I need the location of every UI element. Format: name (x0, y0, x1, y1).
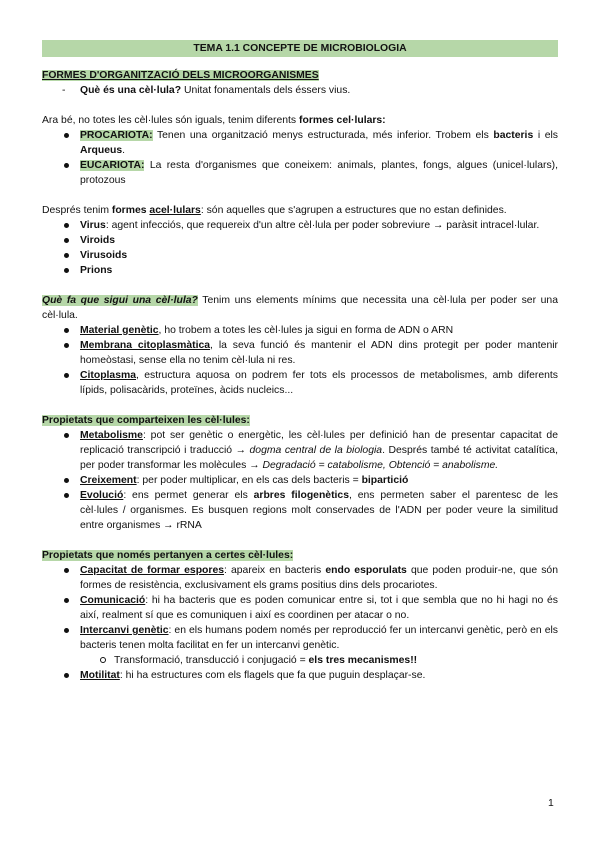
creixement-text: : per poder multiplicar, en els cas dels bacteris = (136, 475, 362, 486)
mecanismes-text: Transformació, transducció i conjugació = (114, 655, 309, 666)
comunicacio-label: Comunicació (80, 595, 146, 606)
intro-bold: formes cel·lulars: (299, 115, 386, 126)
membrana-label: Membrana citoplasmàtica (80, 340, 211, 351)
metabolisme-italic: dogma central de la biologia (249, 445, 383, 456)
espores-text-2: que poden produir-ne, que són formes de resistència, exclusivament els grams positius dins dels procariotes. (80, 565, 558, 591)
material-genetic-label: Material genètic (80, 325, 159, 336)
metabolisme-text: : pot ser genètic o energètic, les cèl·lules per definició han de presentar capacitat de replicació transcripció i traducció → (80, 430, 558, 456)
metabolisme-label: Metabolisme (80, 430, 143, 441)
eucariota-text: La resta d'organismes que coneixem: animals, plantes, fongs, algues (unicel·lulars), protozous (80, 160, 558, 186)
cell-question-paragraph (42, 293, 558, 323)
cell-question-text: Tenim uns elements mínims que necessita una cèl·lula per poder ser una cèl·lula. (42, 295, 558, 321)
metabolisme-italic-2: Degradació = catabolisme, Obtenció = anabolisme. (262, 460, 499, 471)
membrana-text: , la seva funció és mantenir el ADN dins protegit per poder mantenir homeòstasi, sense ella no tenim cèl·lula ni res. (80, 340, 558, 366)
list-item-espores (42, 563, 558, 593)
document-page (42, 40, 558, 683)
comunicacio-text: : hi ha bacteris que es poden comunicar entre si, tot i que sembla que no hi hagi no és així, realment sí que es comuniquen i així es coordinen per atacar o no. (80, 595, 558, 621)
intercanvi-text: : en els humans podem només per reproducció fer un intercanvi genètic, però en els bacteris tenen molta facilitat en fer un intercanvi genètic. (80, 625, 558, 651)
motilitat-text: : hi ha estructures com els flagels que fa que puguin desplaçar-se. (119, 670, 426, 681)
question-text: Unitat fonamentals dels éssers vius. (181, 85, 351, 96)
procariota-text: Tenen una organització menys estructurada, més inferior. Trobem els (152, 130, 494, 141)
section-heading-specific (42, 548, 558, 563)
virus-text: : agent infecciós, que requereix d'un altre cèl·lula per poder sobreviure → paràsit intracel·lular. (105, 220, 540, 231)
mecanismes-bold: els tres mecanismes!! (308, 655, 418, 666)
acellular-bold: formes (111, 205, 150, 216)
section-heading-shared (42, 413, 558, 428)
viroids-label: Viroids (80, 235, 116, 246)
metabolisme-text-2: . Després també té activitat catalítica, per poder transformar les molècules → (80, 445, 558, 471)
list-item-comunicacio (42, 593, 558, 623)
list-item-citoplasma (42, 368, 558, 398)
virus-label: Virus (80, 220, 106, 231)
acellular-paragraph (42, 203, 558, 218)
specific-heading-text: Propietats que només pertanyen a certes cèl·lules: (42, 550, 294, 561)
list-item-motilitat (42, 668, 558, 683)
heading-text: FORMES D'ORGANITZACIÓ DELS MICROORGANISMES (42, 70, 319, 81)
arqueus-bold: Arqueus (80, 145, 123, 156)
intercanvi-label: Intercanvi genètic (80, 625, 169, 636)
material-genetic-text: , ho trobem a totes les cèl·lules ja sigui en forma de ADN o ARN (158, 325, 454, 336)
acellular-bold-underlined: acel·lulars (149, 205, 201, 216)
eucariota-label: EUCARIOTA: (80, 160, 145, 171)
virusoids-label: Virusoids (80, 250, 128, 261)
evolucio-text-2: , ens permeten saber el parentesc de les cèl·lules / organismes. Es busquen regions molt conservades de l'ADN per poder veure la similitud entre organismes → rRNA (80, 490, 558, 531)
section-heading-formes (42, 68, 558, 83)
espores-text: : apareix en bacteris (224, 565, 326, 576)
page-number: 1 (548, 798, 554, 809)
creixement-label: Creixement (80, 475, 137, 486)
list-item-virusoids (42, 248, 558, 263)
list-subitem-mecanismes (42, 653, 558, 668)
list-item-viroids (42, 233, 558, 248)
intro-text: Ara bé, no totes les cèl·lules són iguals, tenim diferents (42, 115, 300, 126)
list-item-evolucio (42, 488, 558, 533)
question-list (42, 83, 558, 98)
citoplasma-text: , estructura aquosa on podrem fer tots els processos de metabolismes, amb diferents lípids, polisacàrids, proteïnes, àcids nucleics... (80, 370, 558, 396)
list-item-metabolisme (42, 428, 558, 473)
acellular-list (42, 218, 558, 278)
cell-elements-list (42, 323, 558, 398)
evolucio-label: Evolució (80, 490, 124, 501)
list-item-procariota (42, 128, 558, 158)
prions-label: Prions (80, 265, 113, 276)
list-item-eucariota (42, 158, 558, 188)
acellular-text-2: : són aquelles que s'agrupen a estructures que no estan definides. (200, 205, 507, 216)
procariota-end: . (122, 145, 126, 156)
bacteris-bold: bacteris (493, 130, 534, 141)
list-item-creixement (42, 473, 558, 488)
list-item-virus (42, 218, 558, 233)
citoplasma-label: Citoplasma (80, 370, 137, 381)
shared-properties-list (42, 428, 558, 533)
espores-label: Capacitat de formar espores (80, 565, 224, 576)
procariota-text-2: i els (533, 130, 559, 141)
list-item-membrana (42, 338, 558, 368)
list-item-prions (42, 263, 558, 278)
endo-esporulats-bold: endo esporulats (325, 565, 407, 576)
shared-heading-text: Propietats que comparteixen les cèl·lules: (42, 415, 250, 426)
cell-forms-list (42, 128, 558, 188)
question-cell (42, 83, 558, 98)
question-bold: Què és una cèl·lula? (80, 85, 182, 96)
intro-paragraph (42, 113, 558, 128)
specific-properties-list (42, 563, 558, 683)
evolucio-text: : ens permet generar els (123, 490, 254, 501)
procariota-label: PROCARIOTA: (80, 130, 153, 141)
biparticio-bold: bipartició (361, 475, 409, 486)
motilitat-label: Motilitat (80, 670, 120, 681)
list-item-intercanvi (42, 623, 558, 653)
document-title: TEMA 1.1 CONCEPTE DE MICROBIOLOGIA (42, 40, 558, 57)
arbres-bold: arbres filogenètics (253, 490, 349, 501)
cell-question-bold: Què fa que sigui una cèl·lula? (42, 295, 198, 306)
acellular-text: Després tenim (42, 205, 112, 216)
list-item-material-genetic (42, 323, 558, 338)
